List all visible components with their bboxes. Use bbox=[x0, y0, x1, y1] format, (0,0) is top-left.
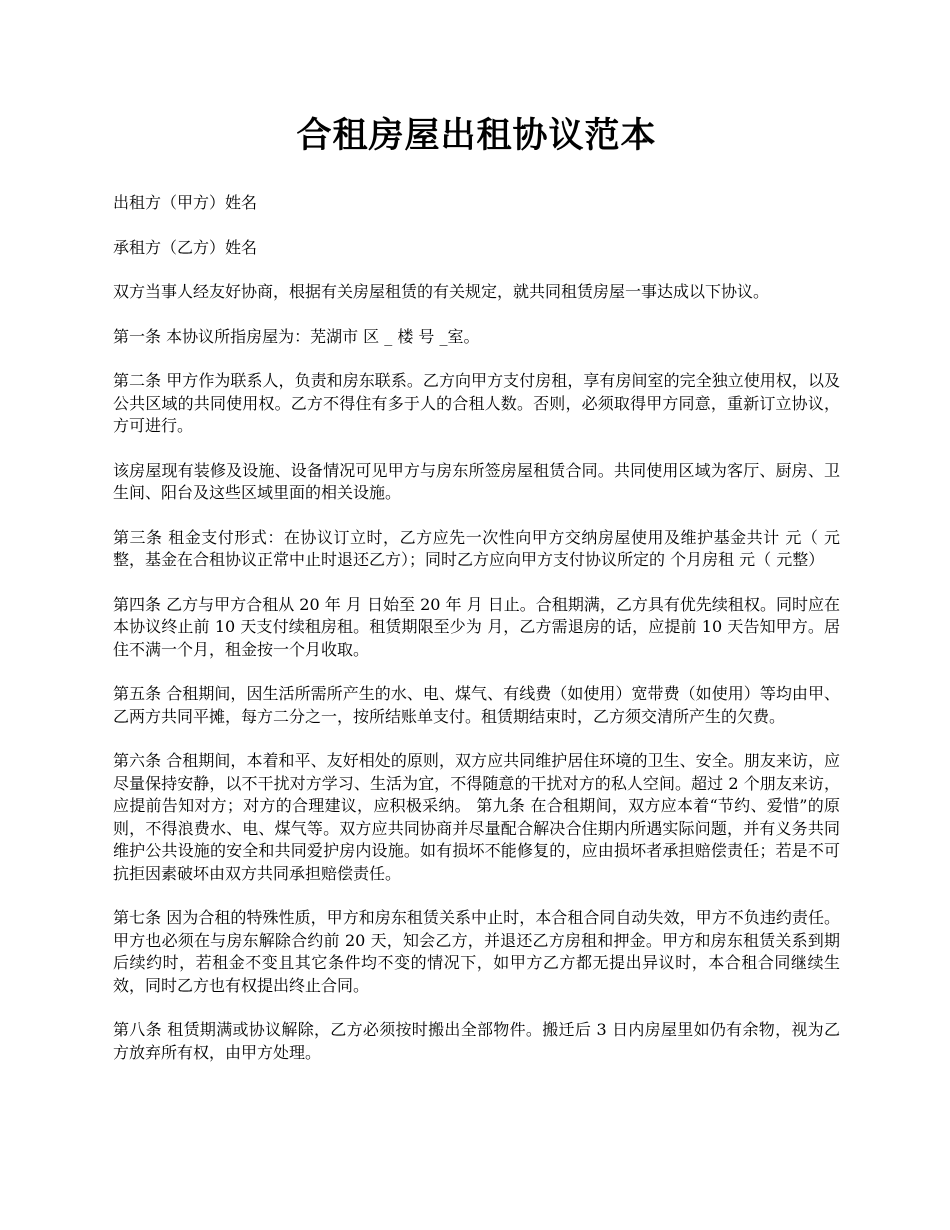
document-title: 合租房屋出租协议范本 bbox=[296, 115, 657, 156]
lessee-name-line: 承租方（乙方）姓名 bbox=[113, 237, 258, 257]
article-1-paragraph: 第一条 本协议所指房屋为：芜湖市 区 _ 楼 号 _室。 bbox=[113, 326, 480, 346]
article-3-paragraph: 第三条 租金支付形式：在协议订立时，乙方应先一次性向甲方交纳房屋使用及维护基金共计 元（ 元整，基金在合租协议正常中止时退还乙方）；同时乙方应向甲方支付协议所定的 个月房租 元（ 元整） bbox=[113, 527, 840, 569]
article-7-paragraph: 第七条 因为合租的特殊性质，甲方和房东租赁关系中止时，本合租合同自动失效，甲方不负违约责任。甲方也必须在与房东解除合约前 20 天，知会乙方，并退还乙方房租和押金。甲方和房东租赁关系到期后续约时，若租金不变且其它条件均不变的情况下，如甲方乙方都无提出异议时，本合租合同继续生效，同时乙方也有权提出终止合同。 bbox=[113, 908, 840, 995]
article-4-paragraph: 第四条 乙方与甲方合租从 20 年 月 日始至 20 年 月 日止。合租期满，乙方具有优先续租权。同时应在本协议终止前 10 天支付续租房租。租赁期限至少为 月，乙方需退房的话，应提前 10 天告知甲方。居住不满一个月，租金按一个月收取。 bbox=[113, 594, 840, 659]
article-5-paragraph: 第五条 合租期间，因生活所需所产生的水、电、煤气、有线费（如使用）宽带费（如使用）等均由甲、乙两方共同平摊，每方二分之一，按所结账单支付。租赁期结束时，乙方须交清所产生的欠费。 bbox=[113, 684, 840, 726]
article-6-paragraph: 第六条 合租期间，本着和平、友好相处的原则，双方应共同维护居住环境的卫生、安全。朋友来访，应尽量保持安静，以不干扰对方学习、生活为宜，不得随意的干扰对方的私人空间。超过 2 个朋友来访，应提前告知对方；对方的合理建议，应积极采纳。 第九条 在合租期间，双方应本着“节约、爱惜”的原则，不得浪费水、电、煤气等。双方应共同协商并尽量配合解决合住期内所遇实际问题，并有义务共同维护公共设施的安全和共同爱护房内设施。如有损坏不能修复的，应由损坏者承担赔偿责任；若是不可抗拒因素破坏由双方共同承担赔偿责任。 bbox=[113, 751, 840, 883]
article-2-paragraph: 第二条 甲方作为联系人，负责和房东联系。乙方向甲方支付房租，享有房间室的完全独立使用权，以及公共区域的共同使用权。乙方不得住有多于人的合租人数。否则，必须取得甲方同意，重新订立协议，方可进行。 bbox=[113, 371, 840, 435]
facilities-paragraph: 该房屋现有装修及设施、设备情况可见甲方与房东所签房屋租赁合同。共同使用区域为客厅、厨房、卫生间、阳台及这些区域里面的相关设施。 bbox=[113, 460, 840, 502]
article-8-paragraph: 第八条 租赁期满或协议解除，乙方必须按时搬出全部物件。搬迁后 3 日内房屋里如仍有余物，视为乙方放弃所有权，由甲方处理。 bbox=[113, 1020, 840, 1062]
preamble-paragraph: 双方当事人经友好协商，根据有关房屋租赁的有关规定，就共同租赁房屋一事达成以下协议。 bbox=[113, 282, 770, 301]
lessor-name-line: 出租方（甲方）姓名 bbox=[113, 193, 258, 212]
